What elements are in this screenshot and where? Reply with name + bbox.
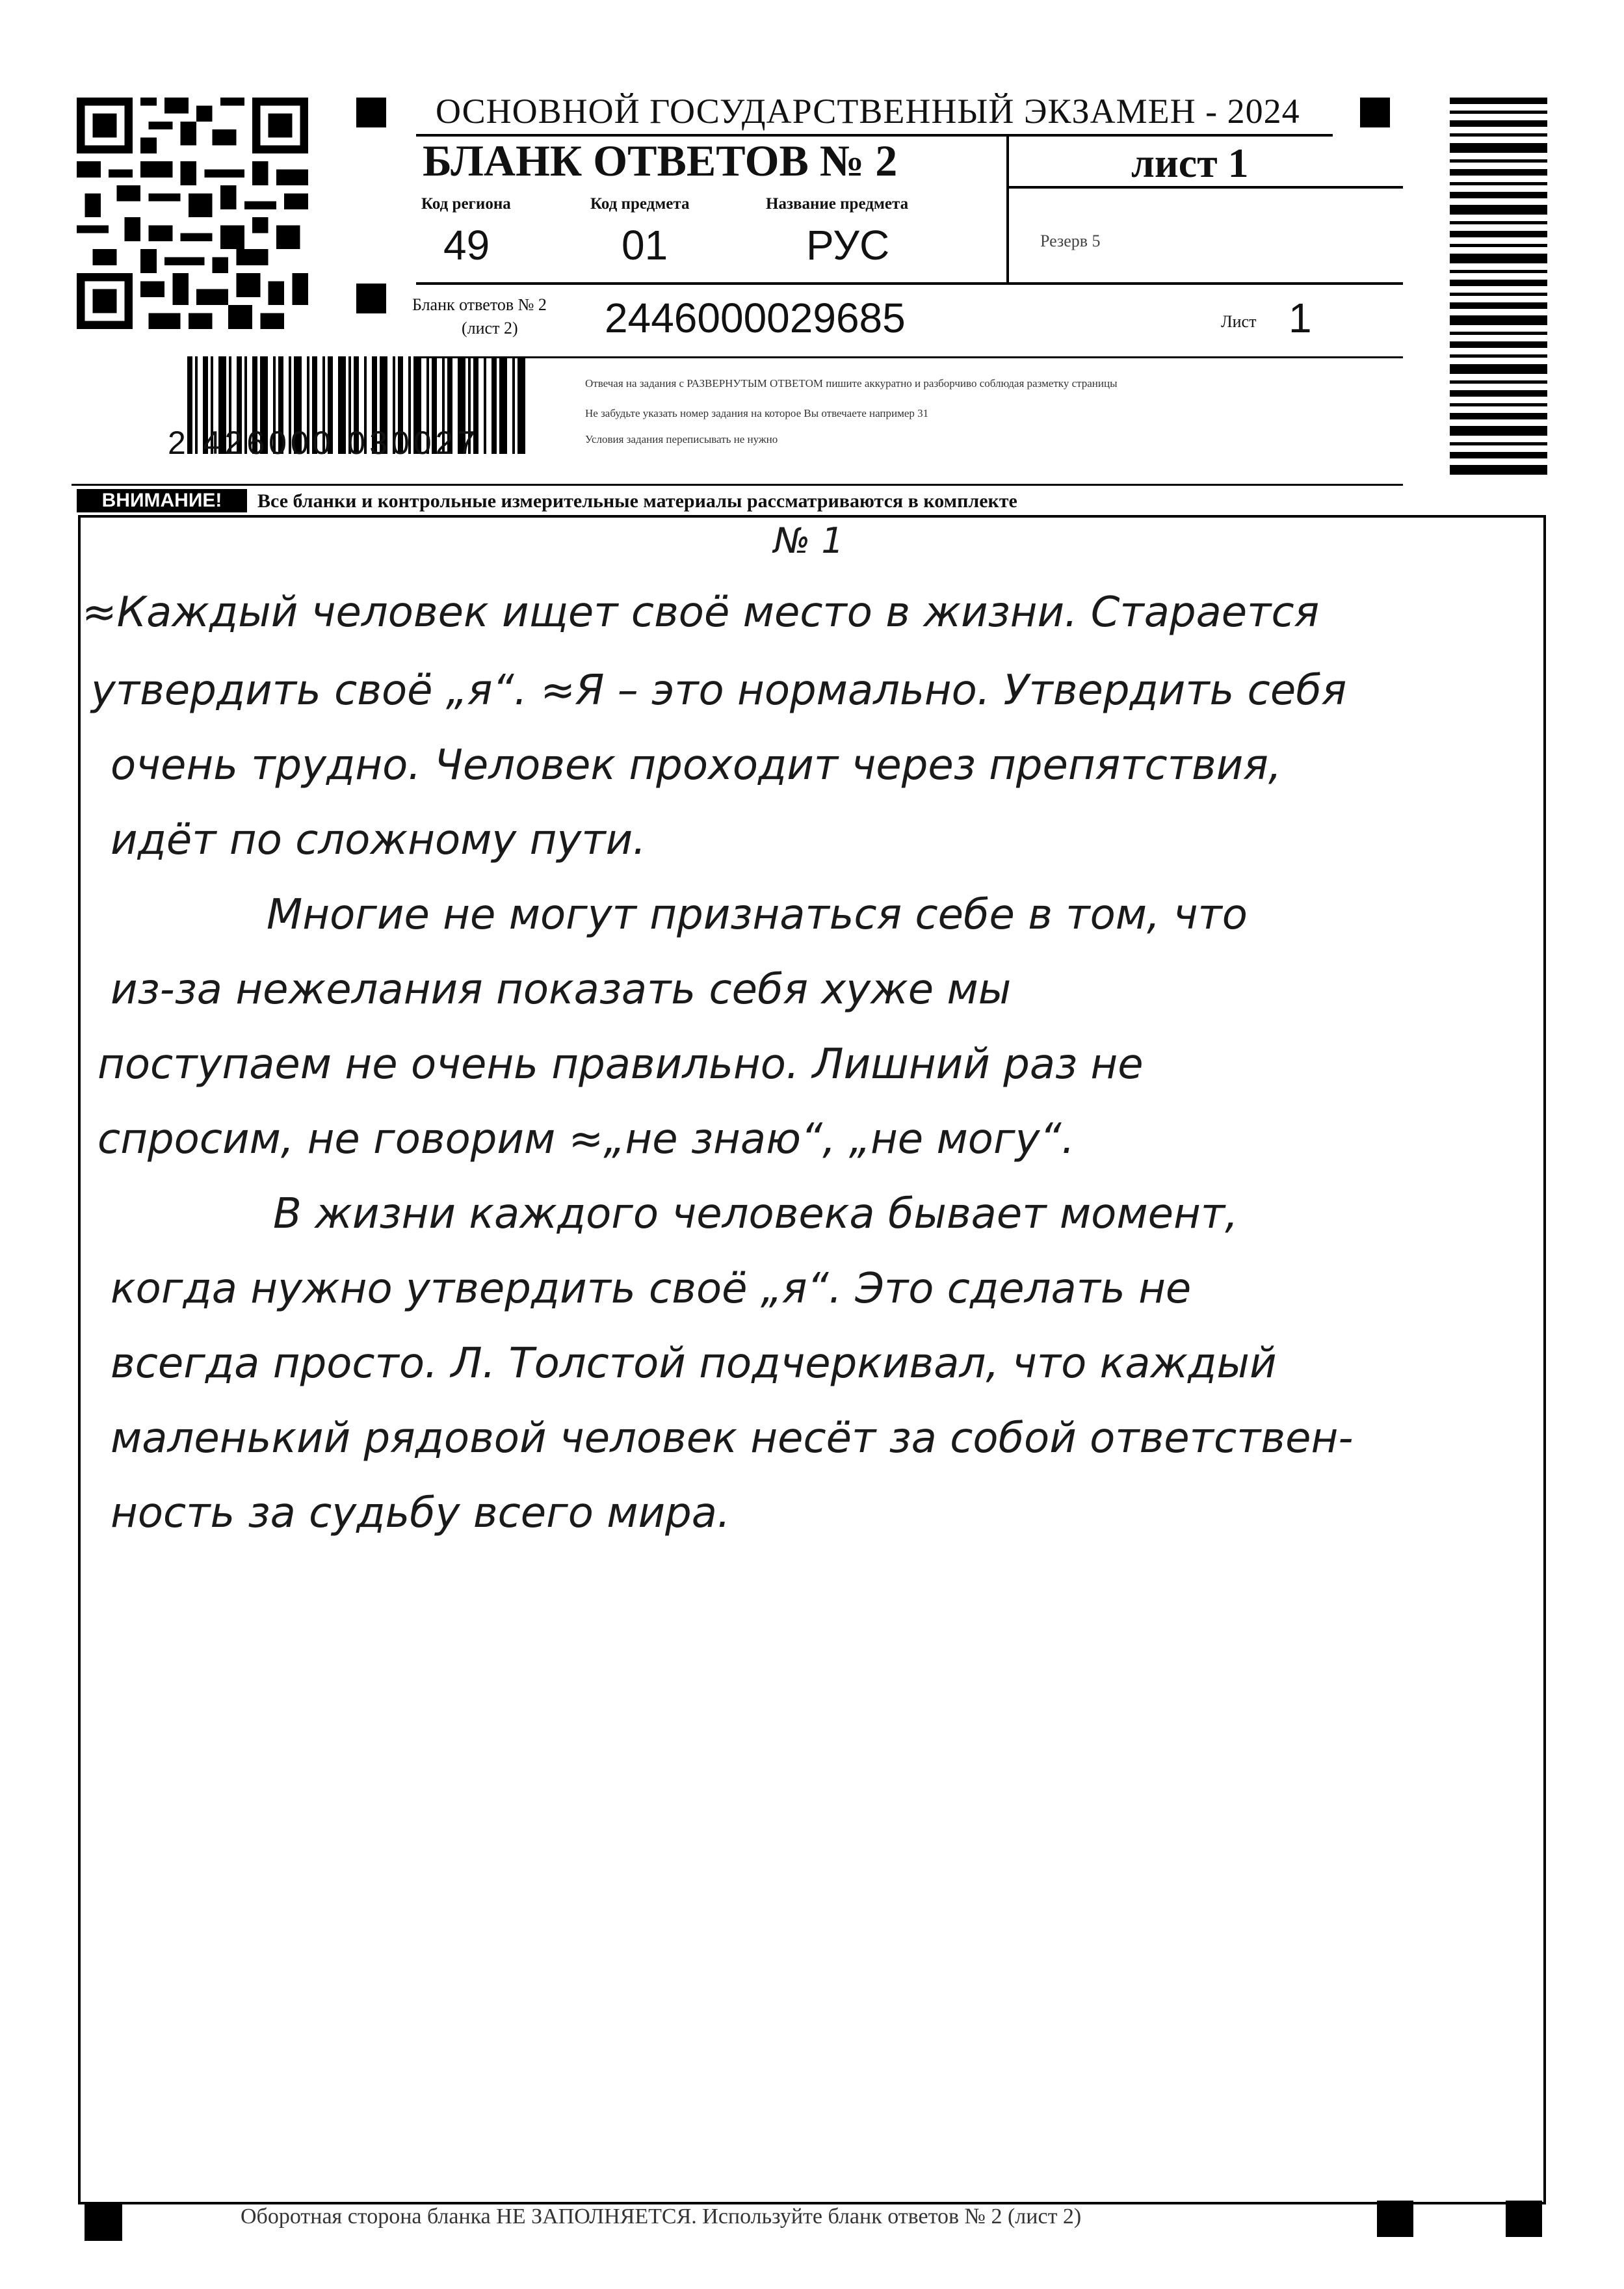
answer-line: всегда просто. Л. Толстой подчеркивал, что каждый [111, 1340, 1277, 1388]
sheet-label: Лист [1221, 312, 1257, 331]
region-code-label: Код региона [421, 195, 511, 213]
answer-line: спросим, не говорим ≈„не знаю“, „не могу“. [98, 1115, 1075, 1163]
subject-name-label: Название предмета [766, 195, 909, 213]
subject-code-label: Код предмета [590, 195, 690, 213]
footer-note: Оборотная сторона бланка НЕ ЗАПОЛНЯЕТСЯ. Используйте бланк ответов № 2 (лист 2) [241, 2204, 1082, 2229]
warning-badge: ВНИМАНИЕ! [77, 489, 247, 512]
instruction-line: Не забудьте указать номер задания на которое Вы отвечаете например 31 [585, 407, 929, 419]
region-code-value: 49 [443, 222, 490, 269]
answer-line: из-за нежелания показать себя хуже мы [111, 966, 1012, 1014]
instruction-line: Отвечая на задания с РАЗВЕРНУТЫМ ОТВЕТОМ пишите аккуратно и разборчиво соблюдая разметку страницы [585, 377, 1118, 390]
answer-line: очень трудно. Человек проходит через препятствия, [111, 741, 1282, 789]
instruction-line: Условия задания переписывать не нужно [585, 433, 778, 445]
task-number: № 1 [774, 520, 844, 561]
answer-line: В жизни каждого человека бывает момент, [273, 1190, 1238, 1238]
warning-text: Все бланки и контрольные измерительные материалы рассматриваются в комплекте [257, 490, 1017, 512]
header-divider [72, 484, 1403, 486]
qr-code [77, 98, 308, 329]
answer-line: ность за судьбу всего мира. [111, 1489, 731, 1537]
header-divider [1006, 186, 1403, 189]
answer-line: когда нужно утвердить своё „я“. Это сделать не [111, 1265, 1192, 1313]
blank-number: 2446000029685 [605, 295, 906, 341]
side-barcode [1450, 98, 1547, 475]
answer-line: Многие не могут признаться себе в том, что [267, 891, 1248, 939]
answer-line: утвердить своё „я“. ≈Я – это нормально. Утвердить себя [91, 667, 1347, 715]
answer-line: маленький рядовой человек несёт за собой ответствен- [111, 1414, 1354, 1462]
answer-line: поступаем не очень правильно. Лишний раз не [98, 1040, 1144, 1089]
header-vertical-divider [1006, 134, 1009, 285]
exam-title: ОСНОВНОЙ ГОСУДАРСТВЕННЫЙ ЭКЗАМЕН - 2024 [436, 92, 1300, 131]
sheet-title: лист 1 [1131, 140, 1249, 186]
barcode-number: 2 426000 030027 [168, 425, 480, 461]
alignment-marker-bottom-right-1 [1377, 2201, 1413, 2237]
blank-ref-sheet: (лист 2) [462, 319, 518, 337]
reserve-label: Резерв 5 [1040, 232, 1101, 250]
sheet-value: 1 [1289, 295, 1312, 341]
answer-line: идёт по сложному пути. [111, 816, 646, 864]
alignment-marker-bottom-left [85, 2203, 122, 2241]
header-divider [416, 356, 1403, 358]
blank-ref-label: Бланк ответов № 2 [412, 295, 547, 314]
subject-code-value: 01 [622, 222, 668, 269]
subject-name-value: РУС [806, 222, 890, 269]
alignment-marker-top-right [1360, 98, 1390, 127]
alignment-marker-bottom-right-2 [1506, 2201, 1542, 2237]
blank-title: БЛАНК ОТВЕТОВ № 2 [423, 136, 898, 185]
alignment-marker-mid-left [356, 284, 386, 313]
header-divider [416, 282, 1403, 285]
answer-line: ≈Каждый человек ищет своё место в жизни. Старается [82, 589, 1320, 637]
alignment-marker-top-left [356, 98, 386, 127]
